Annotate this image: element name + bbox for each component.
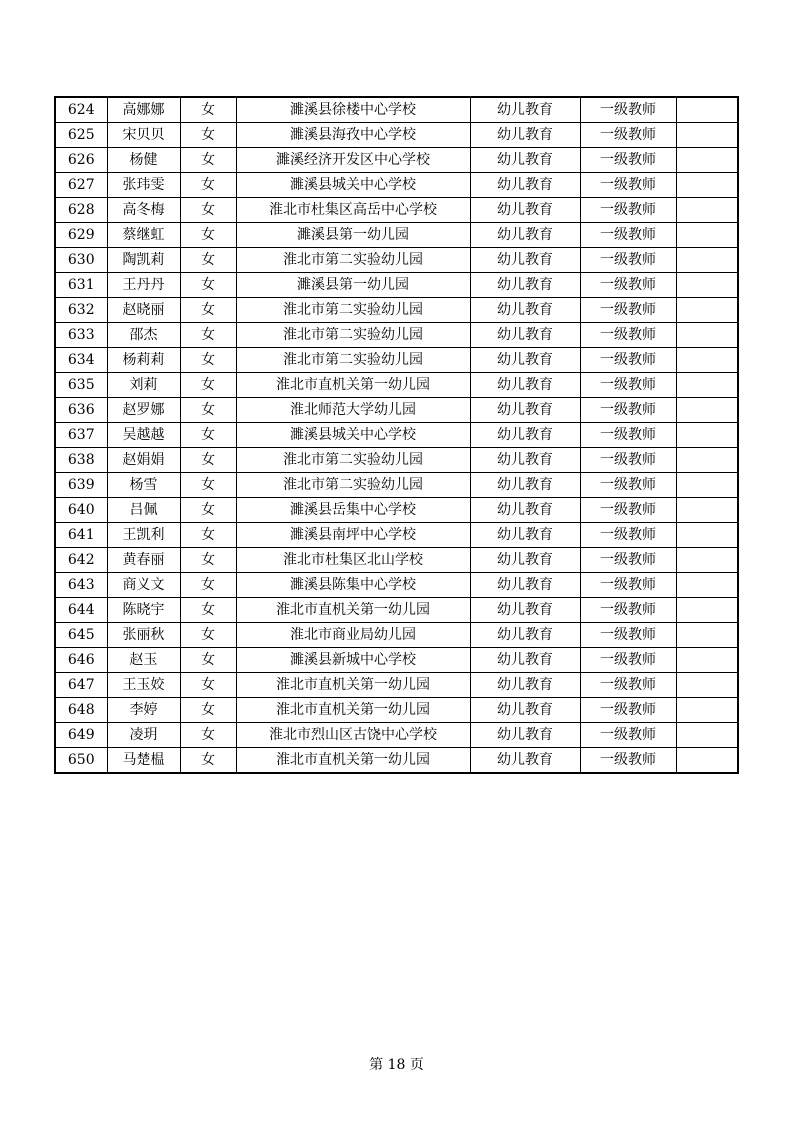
school-cell: 淮北市第二实验幼儿园 xyxy=(236,323,470,348)
serial-number-cell: 644 xyxy=(55,598,107,623)
gender-cell: 女 xyxy=(180,273,236,298)
title-cell: 一级教师 xyxy=(580,573,676,598)
name-cell: 杨健 xyxy=(107,148,180,173)
remark-cell xyxy=(676,548,738,573)
subject-cell: 幼儿教育 xyxy=(470,423,580,448)
table-row xyxy=(55,223,738,248)
table-row xyxy=(55,323,738,348)
school-cell: 淮北市直机关第一幼儿园 xyxy=(236,698,470,723)
serial-number-cell: 624 xyxy=(55,97,107,123)
school-cell: 淮北市直机关第一幼儿园 xyxy=(236,373,470,398)
school-cell: 濉溪县城关中心学校 xyxy=(236,423,470,448)
name-cell: 陶凯莉 xyxy=(107,248,180,273)
title-cell: 一级教师 xyxy=(580,498,676,523)
serial-number-cell: 633 xyxy=(55,323,107,348)
school-cell: 淮北市第二实验幼儿园 xyxy=(236,248,470,273)
page-number: 第 18 页 xyxy=(369,1057,424,1073)
remark-cell xyxy=(676,598,738,623)
remark-cell xyxy=(676,648,738,673)
name-cell: 赵罗娜 xyxy=(107,398,180,423)
gender-cell: 女 xyxy=(180,473,236,498)
serial-number-cell: 648 xyxy=(55,698,107,723)
title-cell: 一级教师 xyxy=(580,348,676,373)
name-cell: 凌玥 xyxy=(107,723,180,748)
school-cell: 淮北市烈山区古饶中心学校 xyxy=(236,723,470,748)
gender-cell: 女 xyxy=(180,523,236,548)
name-cell: 张玮雯 xyxy=(107,173,180,198)
subject-cell: 幼儿教育 xyxy=(470,523,580,548)
title-cell: 一级教师 xyxy=(580,673,676,698)
table-row xyxy=(55,273,738,298)
name-cell: 赵晓丽 xyxy=(107,298,180,323)
school-cell: 濉溪县岳集中心学校 xyxy=(236,498,470,523)
table-row xyxy=(55,698,738,723)
school-cell: 淮北市杜集区高岳中心学校 xyxy=(236,198,470,223)
subject-cell: 幼儿教育 xyxy=(470,148,580,173)
table-row xyxy=(55,473,738,498)
title-cell: 一级教师 xyxy=(580,698,676,723)
subject-cell: 幼儿教育 xyxy=(470,398,580,423)
school-cell: 濉溪县南坪中心学校 xyxy=(236,523,470,548)
remark-cell xyxy=(676,148,738,173)
remark-cell xyxy=(676,573,738,598)
remark-cell xyxy=(676,623,738,648)
title-cell: 一级教师 xyxy=(580,398,676,423)
name-cell: 赵玉 xyxy=(107,648,180,673)
table-row xyxy=(55,198,738,223)
name-cell: 杨雪 xyxy=(107,473,180,498)
name-cell: 王凯利 xyxy=(107,523,180,548)
name-cell: 宋贝贝 xyxy=(107,123,180,148)
serial-number-cell: 639 xyxy=(55,473,107,498)
name-cell: 商义文 xyxy=(107,573,180,598)
remark-cell xyxy=(676,223,738,248)
gender-cell: 女 xyxy=(180,97,236,123)
table-row xyxy=(55,97,738,123)
remark-cell xyxy=(676,298,738,323)
title-cell: 一级教师 xyxy=(580,748,676,774)
serial-number-cell: 640 xyxy=(55,498,107,523)
title-cell: 一级教师 xyxy=(580,97,676,123)
title-cell: 一级教师 xyxy=(580,523,676,548)
remark-cell xyxy=(676,123,738,148)
teacher-list-table xyxy=(54,96,739,774)
name-cell: 高冬梅 xyxy=(107,198,180,223)
name-cell: 马楚榅 xyxy=(107,748,180,774)
remark-cell xyxy=(676,423,738,448)
subject-cell: 幼儿教育 xyxy=(470,97,580,123)
subject-cell: 幼儿教育 xyxy=(470,598,580,623)
school-cell: 濉溪县陈集中心学校 xyxy=(236,573,470,598)
gender-cell: 女 xyxy=(180,223,236,248)
title-cell: 一级教师 xyxy=(580,373,676,398)
gender-cell: 女 xyxy=(180,373,236,398)
table-row xyxy=(55,648,738,673)
subject-cell: 幼儿教育 xyxy=(470,648,580,673)
remark-cell xyxy=(676,373,738,398)
subject-cell: 幼儿教育 xyxy=(470,723,580,748)
remark-cell xyxy=(676,273,738,298)
title-cell: 一级教师 xyxy=(580,198,676,223)
school-cell: 濉溪经济开发区中心学校 xyxy=(236,148,470,173)
subject-cell: 幼儿教育 xyxy=(470,698,580,723)
remark-cell xyxy=(676,398,738,423)
name-cell: 高娜娜 xyxy=(107,97,180,123)
table-row xyxy=(55,423,738,448)
title-cell: 一级教师 xyxy=(580,248,676,273)
gender-cell: 女 xyxy=(180,498,236,523)
serial-number-cell: 631 xyxy=(55,273,107,298)
subject-cell: 幼儿教育 xyxy=(470,223,580,248)
school-cell: 淮北市第二实验幼儿园 xyxy=(236,473,470,498)
serial-number-cell: 635 xyxy=(55,373,107,398)
gender-cell: 女 xyxy=(180,248,236,273)
table-row xyxy=(55,173,738,198)
serial-number-cell: 634 xyxy=(55,348,107,373)
subject-cell: 幼儿教育 xyxy=(470,323,580,348)
school-cell: 淮北市第二实验幼儿园 xyxy=(236,448,470,473)
title-cell: 一级教师 xyxy=(580,723,676,748)
subject-cell: 幼儿教育 xyxy=(470,498,580,523)
gender-cell: 女 xyxy=(180,423,236,448)
gender-cell: 女 xyxy=(180,723,236,748)
table-row xyxy=(55,248,738,273)
remark-cell xyxy=(676,348,738,373)
name-cell: 吕佩 xyxy=(107,498,180,523)
serial-number-cell: 645 xyxy=(55,623,107,648)
gender-cell: 女 xyxy=(180,548,236,573)
remark-cell xyxy=(676,448,738,473)
remark-cell xyxy=(676,723,738,748)
gender-cell: 女 xyxy=(180,673,236,698)
table-row xyxy=(55,573,738,598)
school-cell: 濉溪县城关中心学校 xyxy=(236,173,470,198)
subject-cell: 幼儿教育 xyxy=(470,198,580,223)
subject-cell: 幼儿教育 xyxy=(470,373,580,398)
gender-cell: 女 xyxy=(180,623,236,648)
serial-number-cell: 647 xyxy=(55,673,107,698)
subject-cell: 幼儿教育 xyxy=(470,473,580,498)
serial-number-cell: 629 xyxy=(55,223,107,248)
subject-cell: 幼儿教育 xyxy=(470,748,580,774)
serial-number-cell: 641 xyxy=(55,523,107,548)
school-cell: 淮北市第二实验幼儿园 xyxy=(236,348,470,373)
subject-cell: 幼儿教育 xyxy=(470,348,580,373)
remark-cell xyxy=(676,323,738,348)
remark-cell xyxy=(676,523,738,548)
gender-cell: 女 xyxy=(180,573,236,598)
serial-number-cell: 632 xyxy=(55,298,107,323)
school-cell: 淮北市直机关第一幼儿园 xyxy=(236,598,470,623)
name-cell: 赵娟娟 xyxy=(107,448,180,473)
gender-cell: 女 xyxy=(180,123,236,148)
subject-cell: 幼儿教育 xyxy=(470,623,580,648)
school-cell: 濉溪县新城中心学校 xyxy=(236,648,470,673)
table-row xyxy=(55,148,738,173)
title-cell: 一级教师 xyxy=(580,323,676,348)
title-cell: 一级教师 xyxy=(580,548,676,573)
remark-cell xyxy=(676,673,738,698)
remark-cell xyxy=(676,698,738,723)
serial-number-cell: 646 xyxy=(55,648,107,673)
serial-number-cell: 650 xyxy=(55,748,107,774)
table-row xyxy=(55,548,738,573)
gender-cell: 女 xyxy=(180,698,236,723)
subject-cell: 幼儿教育 xyxy=(470,248,580,273)
gender-cell: 女 xyxy=(180,323,236,348)
name-cell: 邵杰 xyxy=(107,323,180,348)
serial-number-cell: 628 xyxy=(55,198,107,223)
title-cell: 一级教师 xyxy=(580,623,676,648)
name-cell: 王丹丹 xyxy=(107,273,180,298)
name-cell: 张丽秋 xyxy=(107,623,180,648)
serial-number-cell: 630 xyxy=(55,248,107,273)
subject-cell: 幼儿教育 xyxy=(470,123,580,148)
gender-cell: 女 xyxy=(180,398,236,423)
remark-cell xyxy=(676,173,738,198)
school-cell: 淮北市杜集区北山学校 xyxy=(236,548,470,573)
school-cell: 淮北市直机关第一幼儿园 xyxy=(236,748,470,774)
gender-cell: 女 xyxy=(180,598,236,623)
serial-number-cell: 627 xyxy=(55,173,107,198)
serial-number-cell: 638 xyxy=(55,448,107,473)
table-row xyxy=(55,673,738,698)
table-row xyxy=(55,598,738,623)
serial-number-cell: 637 xyxy=(55,423,107,448)
subject-cell: 幼儿教育 xyxy=(470,548,580,573)
name-cell: 刘莉 xyxy=(107,373,180,398)
subject-cell: 幼儿教育 xyxy=(470,673,580,698)
title-cell: 一级教师 xyxy=(580,648,676,673)
serial-number-cell: 626 xyxy=(55,148,107,173)
gender-cell: 女 xyxy=(180,173,236,198)
title-cell: 一级教师 xyxy=(580,298,676,323)
serial-number-cell: 649 xyxy=(55,723,107,748)
name-cell: 李婷 xyxy=(107,698,180,723)
school-cell: 濉溪县第一幼儿园 xyxy=(236,273,470,298)
remark-cell xyxy=(676,97,738,123)
table-row xyxy=(55,748,738,774)
subject-cell: 幼儿教育 xyxy=(470,573,580,598)
name-cell: 杨莉莉 xyxy=(107,348,180,373)
school-cell: 淮北市商业局幼儿园 xyxy=(236,623,470,648)
name-cell: 黄春丽 xyxy=(107,548,180,573)
subject-cell: 幼儿教育 xyxy=(470,298,580,323)
table-row xyxy=(55,498,738,523)
school-cell: 濉溪县徐楼中心学校 xyxy=(236,97,470,123)
school-cell: 淮北师范大学幼儿园 xyxy=(236,398,470,423)
gender-cell: 女 xyxy=(180,748,236,774)
title-cell: 一级教师 xyxy=(580,598,676,623)
subject-cell: 幼儿教育 xyxy=(470,173,580,198)
school-cell: 濉溪县第一幼儿园 xyxy=(236,223,470,248)
serial-number-cell: 643 xyxy=(55,573,107,598)
title-cell: 一级教师 xyxy=(580,148,676,173)
table-row xyxy=(55,298,738,323)
school-cell: 淮北市第二实验幼儿园 xyxy=(236,298,470,323)
table-row xyxy=(55,348,738,373)
school-cell: 淮北市直机关第一幼儿园 xyxy=(236,673,470,698)
remark-cell xyxy=(676,473,738,498)
gender-cell: 女 xyxy=(180,448,236,473)
serial-number-cell: 642 xyxy=(55,548,107,573)
gender-cell: 女 xyxy=(180,148,236,173)
table-row xyxy=(55,523,738,548)
table-row xyxy=(55,623,738,648)
title-cell: 一级教师 xyxy=(580,473,676,498)
school-cell: 濉溪县海孜中心学校 xyxy=(236,123,470,148)
gender-cell: 女 xyxy=(180,348,236,373)
title-cell: 一级教师 xyxy=(580,223,676,248)
gender-cell: 女 xyxy=(180,198,236,223)
name-cell: 吴越越 xyxy=(107,423,180,448)
remark-cell xyxy=(676,748,738,774)
name-cell: 王玉姣 xyxy=(107,673,180,698)
title-cell: 一级教师 xyxy=(580,273,676,298)
table-row xyxy=(55,398,738,423)
gender-cell: 女 xyxy=(180,648,236,673)
title-cell: 一级教师 xyxy=(580,123,676,148)
name-cell: 陈晓宇 xyxy=(107,598,180,623)
remark-cell xyxy=(676,198,738,223)
table-row xyxy=(55,723,738,748)
subject-cell: 幼儿教育 xyxy=(470,448,580,473)
gender-cell: 女 xyxy=(180,298,236,323)
table-row xyxy=(55,123,738,148)
table-body xyxy=(55,97,738,773)
table-row xyxy=(55,373,738,398)
table-row xyxy=(55,448,738,473)
name-cell: 蔡继虹 xyxy=(107,223,180,248)
serial-number-cell: 636 xyxy=(55,398,107,423)
subject-cell: 幼儿教育 xyxy=(470,273,580,298)
title-cell: 一级教师 xyxy=(580,448,676,473)
title-cell: 一级教师 xyxy=(580,173,676,198)
serial-number-cell: 625 xyxy=(55,123,107,148)
remark-cell xyxy=(676,498,738,523)
remark-cell xyxy=(676,248,738,273)
title-cell: 一级教师 xyxy=(580,423,676,448)
